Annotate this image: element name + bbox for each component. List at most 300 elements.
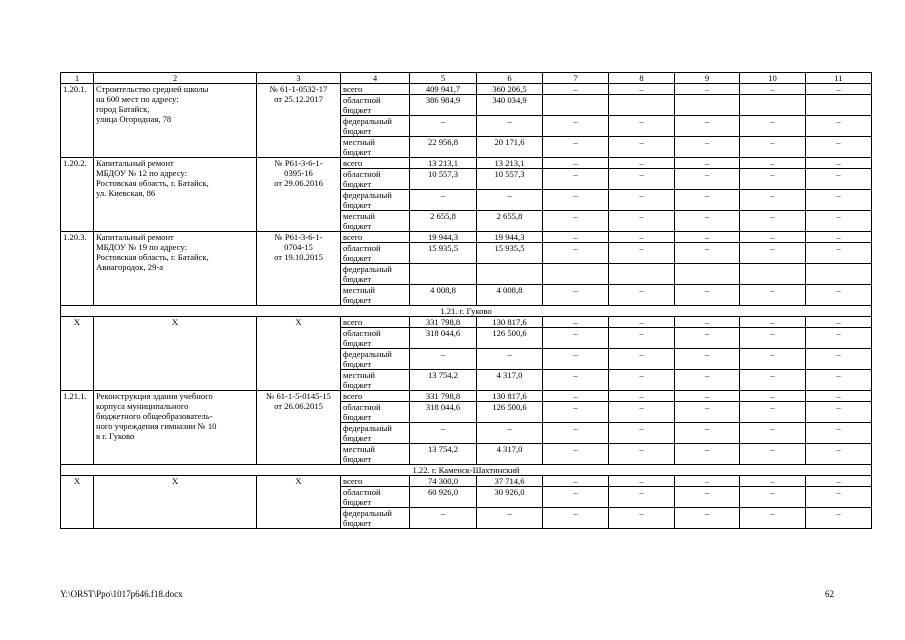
value-col-7: – [543, 391, 609, 402]
cell-line: всего [343, 476, 363, 486]
value-col-10: – [740, 349, 806, 370]
cell-line: от 19.10.2015 [274, 252, 323, 262]
budget-source [341, 444, 410, 465]
item-document [257, 391, 341, 465]
cell-line: областной [343, 243, 381, 253]
table-row [61, 391, 872, 402]
budget-table [60, 72, 872, 529]
cell-line: бюджет [343, 200, 372, 210]
cell-line: в г. Гуково [96, 431, 135, 441]
value-col-8: – [609, 84, 675, 95]
value-col-9: – [675, 402, 740, 423]
cell-line: X [171, 476, 179, 486]
cell-line: областной [343, 328, 381, 338]
value-col-7: – [543, 84, 609, 95]
cell-line: бюджет [343, 338, 372, 348]
value-col-5: – [410, 423, 477, 444]
item-document [257, 232, 341, 306]
budget-source [341, 370, 410, 391]
cell-line: 0395-16 [284, 168, 313, 178]
cell-line: от 29.06.2016 [274, 178, 323, 188]
item-number: 1.21.1. [61, 391, 94, 465]
cell-line: X [171, 317, 179, 327]
value-col-8: – [609, 158, 675, 169]
budget-source [341, 402, 410, 423]
value-col-11 [806, 95, 872, 116]
value-col-6: 4 317,0 [477, 444, 543, 465]
value-col-11: – [806, 391, 872, 402]
value-col-9: – [675, 508, 740, 529]
value-col-10: – [740, 169, 806, 190]
value-col-11: – [806, 423, 872, 444]
value-col-10: – [740, 317, 806, 328]
value-col-8: – [609, 476, 675, 487]
budget-source [341, 508, 410, 529]
cell-line: областной [343, 402, 381, 412]
value-col-5: 318 044,6 [410, 402, 477, 423]
value-col-9: – [675, 116, 740, 137]
header-cell: 2 [94, 73, 257, 84]
budget-source [341, 190, 410, 211]
value-col-10: – [740, 508, 806, 529]
cell-line: бюджет [343, 380, 372, 390]
header-cell: 9 [675, 73, 740, 84]
header-cell: 6 [477, 73, 543, 84]
cell-line: всего [343, 84, 363, 94]
value-col-5: 74 300,0 [410, 476, 477, 487]
value-col-10: – [740, 370, 806, 391]
value-col-11: – [806, 285, 872, 306]
item-document [257, 476, 341, 529]
table-row [61, 476, 872, 487]
cell-line: ного учреждения гимназии № 10 [96, 421, 217, 431]
item-number: X [61, 317, 94, 391]
table-row [61, 232, 872, 243]
cell-line: бюджет [343, 105, 372, 115]
cell-line: федеральный [343, 264, 392, 274]
table-body [61, 73, 872, 529]
value-col-5: 2 655,8 [410, 211, 477, 232]
value-col-9: – [675, 487, 740, 508]
value-col-10: – [740, 243, 806, 264]
cell-line: бюджетного общеобразователь- [96, 411, 213, 421]
value-col-5: – [410, 508, 477, 529]
cell-line: X [295, 317, 302, 327]
value-col-9: – [675, 476, 740, 487]
section-title: 1.21. г. Гуково [61, 306, 872, 317]
cell-line: бюджет [343, 295, 372, 305]
cell-line: бюджет [343, 518, 372, 528]
cell-line: федеральный [343, 190, 392, 200]
value-col-11 [806, 264, 872, 285]
cell-line: Капитальный ремонт [96, 158, 174, 168]
value-col-9: – [675, 158, 740, 169]
value-col-10: – [740, 444, 806, 465]
value-col-11: – [806, 84, 872, 95]
cell-line: местный [343, 211, 376, 221]
cell-line: бюджет [343, 221, 372, 231]
budget-source [341, 232, 410, 243]
section-title: 1.22. г. Каменск-Шахтинский [61, 465, 872, 476]
cell-line: бюджет [343, 126, 372, 136]
value-col-6: – [477, 190, 543, 211]
cell-line: № Р61-3-6-1- [274, 232, 323, 242]
value-col-10: – [740, 211, 806, 232]
cell-line: на 600 мест по адресу: [96, 94, 179, 104]
value-col-8: – [609, 444, 675, 465]
cell-line: всего [343, 158, 363, 168]
value-col-7: – [543, 317, 609, 328]
value-col-8: – [609, 328, 675, 349]
value-col-5: 15 935,5 [410, 243, 477, 264]
cell-line: федеральный [343, 116, 392, 126]
cell-line: местный [343, 285, 376, 295]
value-col-10 [740, 95, 806, 116]
value-col-9: – [675, 391, 740, 402]
value-col-10: – [740, 158, 806, 169]
budget-source [341, 349, 410, 370]
value-col-11: – [806, 328, 872, 349]
budget-source [341, 317, 410, 328]
value-col-9: – [675, 423, 740, 444]
value-col-11: – [806, 190, 872, 211]
value-col-6: 4 317,0 [477, 370, 543, 391]
value-col-5: 13 754,2 [410, 444, 477, 465]
item-number: 1.20.1. [61, 84, 94, 158]
cell-line: областной [343, 169, 381, 179]
cell-line: Ростовская область, г. Батайск, [96, 178, 209, 188]
value-col-9: – [675, 243, 740, 264]
value-col-10: – [740, 402, 806, 423]
cell-line: № 61-1-5-0145-15 [266, 391, 331, 401]
value-col-10: – [740, 285, 806, 306]
cell-line: бюджет [343, 497, 372, 507]
cell-line: улица Огородная, 78 [96, 114, 172, 124]
value-col-5: – [410, 116, 477, 137]
cell-line: бюджет [343, 179, 372, 189]
value-col-8: – [609, 232, 675, 243]
value-col-5: 13 213,1 [410, 158, 477, 169]
cell-line: местный [343, 137, 376, 147]
value-col-6: 2 655,8 [477, 211, 543, 232]
value-col-7: – [543, 370, 609, 391]
value-col-6: 10 557,3 [477, 169, 543, 190]
value-col-6: 130 817,6 [477, 317, 543, 328]
budget-source [341, 95, 410, 116]
value-col-7: – [543, 116, 609, 137]
budget-source [341, 137, 410, 158]
value-col-10: – [740, 487, 806, 508]
value-col-6: 37 714,6 [477, 476, 543, 487]
value-col-8: – [609, 391, 675, 402]
value-col-6: 15 935,5 [477, 243, 543, 264]
value-col-6: 4 008,8 [477, 285, 543, 306]
value-col-10: – [740, 84, 806, 95]
budget-source [341, 84, 410, 95]
value-col-6: – [477, 116, 543, 137]
value-col-7: – [543, 487, 609, 508]
table-row [61, 158, 872, 169]
value-col-10: – [740, 391, 806, 402]
value-col-11: – [806, 508, 872, 529]
cell-line: всего [343, 391, 363, 401]
cell-line: корпуса муниципального [96, 401, 189, 411]
value-col-7: – [543, 285, 609, 306]
value-col-5: 13 754,2 [410, 370, 477, 391]
value-col-8: – [609, 190, 675, 211]
value-col-10: – [740, 232, 806, 243]
value-col-7: – [543, 190, 609, 211]
header-cell: 8 [609, 73, 675, 84]
value-col-11: – [806, 137, 872, 158]
cell-line: Ростовская область, г. Батайск, [96, 252, 209, 262]
value-col-6: 130 817,6 [477, 391, 543, 402]
value-col-9: – [675, 211, 740, 232]
item-document [257, 317, 341, 391]
value-col-11: – [806, 402, 872, 423]
cell-line: от 25.12.2017 [274, 94, 323, 104]
cell-line: Строительство средней школы [96, 84, 209, 94]
value-col-8: – [609, 487, 675, 508]
value-col-5: 331 798,8 [410, 391, 477, 402]
header-row [61, 73, 872, 84]
value-col-6: – [477, 508, 543, 529]
value-col-7: – [543, 423, 609, 444]
value-col-11: – [806, 158, 872, 169]
value-col-11: – [806, 476, 872, 487]
value-col-8: – [609, 423, 675, 444]
value-col-8: – [609, 285, 675, 306]
value-col-7: – [543, 158, 609, 169]
page-number: 62 [825, 589, 834, 599]
cell-line: областной [343, 95, 381, 105]
header-cell: 10 [740, 73, 806, 84]
value-col-8: – [609, 370, 675, 391]
value-col-8: – [609, 211, 675, 232]
value-col-5: 60 926,0 [410, 487, 477, 508]
header-cell: 11 [806, 73, 872, 84]
item-name [94, 476, 257, 529]
value-col-5: 22 956,8 [410, 137, 477, 158]
value-col-9 [675, 95, 740, 116]
header-cell: 4 [341, 73, 410, 84]
cell-line: бюджет [343, 274, 372, 284]
cell-line: федеральный [343, 349, 392, 359]
cell-line: МБДОУ № 19 по адресу: [96, 242, 187, 252]
item-name [94, 232, 257, 306]
budget-source [341, 169, 410, 190]
value-col-10: – [740, 137, 806, 158]
value-col-6 [477, 264, 543, 285]
cell-line: бюджет [343, 359, 372, 369]
value-col-9: – [675, 137, 740, 158]
item-number: 1.20.3. [61, 232, 94, 306]
item-number: 1.20.2. [61, 158, 94, 232]
value-col-11: – [806, 211, 872, 232]
value-col-9: – [675, 317, 740, 328]
value-col-9: – [675, 190, 740, 211]
value-col-7: – [543, 349, 609, 370]
value-col-6: 126 500,6 [477, 402, 543, 423]
value-col-10: – [740, 190, 806, 211]
cell-line: местный [343, 444, 376, 454]
value-col-11: – [806, 487, 872, 508]
value-col-6: 13 213,1 [477, 158, 543, 169]
value-col-7: – [543, 444, 609, 465]
cell-line: всего [343, 317, 363, 327]
value-col-8: – [609, 349, 675, 370]
cell-line: ул. Киевская, 86 [96, 188, 156, 198]
value-col-8: – [609, 508, 675, 529]
value-col-10: – [740, 116, 806, 137]
value-col-5: 4 008,8 [410, 285, 477, 306]
budget-source [341, 116, 410, 137]
value-col-7: – [543, 232, 609, 243]
budget-source [341, 476, 410, 487]
value-col-9: – [675, 84, 740, 95]
cell-line: местный [343, 370, 376, 380]
value-col-6: 340 034,9 [477, 95, 543, 116]
value-col-7: – [543, 402, 609, 423]
item-name [94, 84, 257, 158]
value-col-11: – [806, 232, 872, 243]
value-col-6: 360 206,5 [477, 84, 543, 95]
header-cell: 3 [257, 73, 341, 84]
value-col-9: – [675, 444, 740, 465]
item-name [94, 317, 257, 391]
value-col-8: – [609, 137, 675, 158]
value-col-8: – [609, 402, 675, 423]
value-col-6: – [477, 349, 543, 370]
value-col-11: – [806, 317, 872, 328]
value-col-5: 386 984,9 [410, 95, 477, 116]
item-document [257, 158, 341, 232]
item-number: X [61, 476, 94, 529]
value-col-5: 318 044,6 [410, 328, 477, 349]
cell-line: бюджет [343, 433, 372, 443]
budget-source [341, 391, 410, 402]
value-col-9: – [675, 232, 740, 243]
value-col-7: – [543, 508, 609, 529]
value-col-11: – [806, 116, 872, 137]
value-col-5: – [410, 190, 477, 211]
value-col-8: – [609, 116, 675, 137]
value-col-11: – [806, 243, 872, 264]
cell-line: областной [343, 487, 381, 497]
value-col-9: – [675, 370, 740, 391]
value-col-8: – [609, 317, 675, 328]
header-cell: 1 [61, 73, 94, 84]
section-row [61, 465, 872, 476]
value-col-5: – [410, 349, 477, 370]
cell-line: X [295, 476, 302, 486]
item-name [94, 391, 257, 465]
value-col-7 [543, 95, 609, 116]
value-col-8 [609, 95, 675, 116]
value-col-6: 19 944,3 [477, 232, 543, 243]
cell-line: бюджет [343, 253, 372, 263]
cell-line: федеральный [343, 508, 392, 518]
value-col-9 [675, 264, 740, 285]
cell-line: бюджет [343, 412, 372, 422]
item-name [94, 158, 257, 232]
value-col-7: – [543, 476, 609, 487]
value-col-7: – [543, 328, 609, 349]
table-row [61, 317, 872, 328]
value-col-7: – [543, 211, 609, 232]
cell-line: Реконструкция здания учебного [96, 391, 213, 401]
value-col-10: – [740, 328, 806, 349]
value-col-10 [740, 264, 806, 285]
value-col-9: – [675, 349, 740, 370]
budget-source [341, 328, 410, 349]
section-row [61, 306, 872, 317]
file-path: Y:\ORST\Ppo\1017p646.f18.docx [60, 589, 183, 599]
cell-line: город Батайск, [96, 104, 150, 114]
cell-line: № 61-1-0532-17 [269, 84, 328, 94]
cell-line: Авиагородок, 29-а [96, 262, 164, 272]
value-col-7 [543, 264, 609, 285]
header-cell: 5 [410, 73, 477, 84]
budget-source [341, 158, 410, 169]
value-col-5 [410, 264, 477, 285]
value-col-7: – [543, 169, 609, 190]
document-sheet [60, 72, 843, 587]
cell-line: бюджет [343, 454, 372, 464]
value-col-11: – [806, 444, 872, 465]
budget-source [341, 264, 410, 285]
value-col-10: – [740, 423, 806, 444]
budget-source [341, 243, 410, 264]
item-document [257, 84, 341, 158]
value-col-5: 19 944,3 [410, 232, 477, 243]
value-col-5: 409 941,7 [410, 84, 477, 95]
value-col-8 [609, 264, 675, 285]
value-col-5: 331 798,8 [410, 317, 477, 328]
budget-source [341, 487, 410, 508]
value-col-6: 20 171,6 [477, 137, 543, 158]
value-col-7: – [543, 137, 609, 158]
cell-line: № Р61-3-6-1- [274, 158, 323, 168]
value-col-11: – [806, 169, 872, 190]
value-col-8: – [609, 243, 675, 264]
value-col-7: – [543, 243, 609, 264]
table-row [61, 84, 872, 95]
cell-line: бюджет [343, 147, 372, 157]
header-cell: 7 [543, 73, 609, 84]
value-col-11: – [806, 349, 872, 370]
value-col-11: – [806, 370, 872, 391]
cell-line: всего [343, 232, 363, 242]
value-col-9: – [675, 328, 740, 349]
cell-line: МБДОУ № 12 по адресу: [96, 168, 187, 178]
value-col-10: – [740, 476, 806, 487]
value-col-8: – [609, 169, 675, 190]
budget-source [341, 285, 410, 306]
value-col-6: 126 500,6 [477, 328, 543, 349]
value-col-9: – [675, 169, 740, 190]
budget-source [341, 423, 410, 444]
value-col-9: – [675, 285, 740, 306]
budget-source [341, 211, 410, 232]
value-col-5: 10 557,3 [410, 169, 477, 190]
cell-line: от 26.06.2015 [274, 401, 323, 411]
cell-line: 0704-15 [284, 242, 313, 252]
value-col-6: – [477, 423, 543, 444]
value-col-6: 30 926,0 [477, 487, 543, 508]
cell-line: федеральный [343, 423, 392, 433]
cell-line: Капитальный ремонт [96, 232, 174, 242]
